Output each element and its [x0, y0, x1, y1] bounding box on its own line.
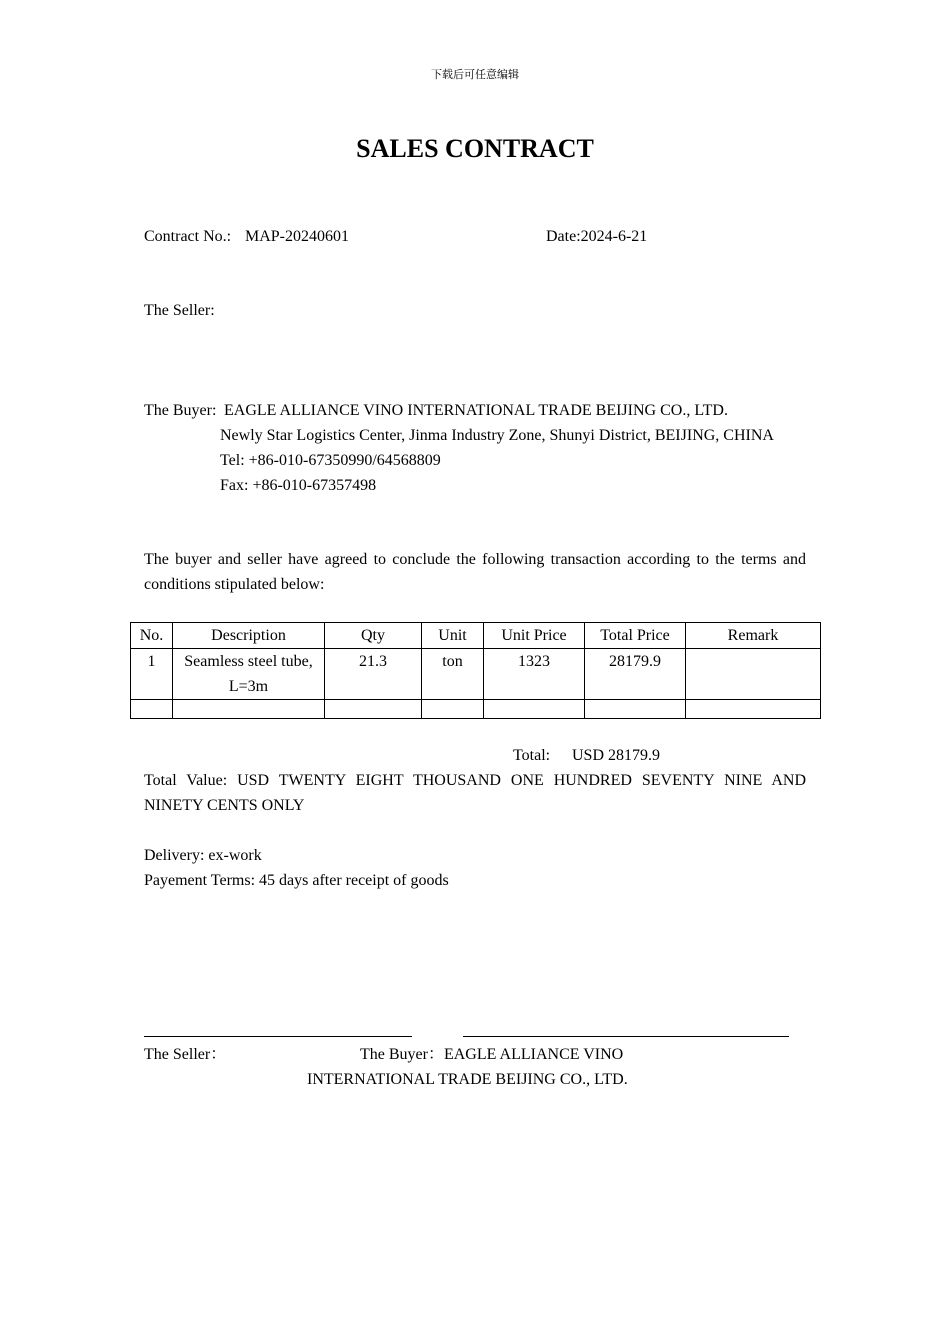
empty-cell — [484, 700, 585, 719]
delivery-terms: Delivery: ex-work — [144, 847, 262, 864]
header-total-price: Total Price — [585, 623, 686, 649]
header-qty: Qty — [325, 623, 422, 649]
header-description: Description — [173, 623, 325, 649]
cell-unit-price: 1323 — [484, 649, 585, 700]
seller-signature-line — [144, 1036, 412, 1037]
buyer-name: EAGLE ALLIANCE VINO INTERNATIONAL TRADE BEIJING CO., LTD. — [224, 402, 728, 419]
empty-cell — [686, 700, 821, 719]
cell-total-price: 28179.9 — [585, 649, 686, 700]
total-label: Total: — [513, 747, 551, 764]
contract-no-value: MAP-20240601 — [245, 228, 350, 245]
document-title: SALES CONTRACT — [356, 134, 594, 163]
header-remark: Remark — [686, 623, 821, 649]
buyer-signature-name-continued: INTERNATIONAL TRADE BEIJING CO., LTD. — [307, 1071, 628, 1088]
table-header-row — [131, 623, 821, 649]
buyer-signature-line — [463, 1036, 789, 1037]
buyer-address: Newly Star Logistics Center, Jinma Industry Zone, Shunyi District, BEIJING, CHINA — [220, 427, 774, 444]
empty-cell — [422, 700, 484, 719]
header-no: No. — [131, 623, 173, 649]
table-row — [131, 649, 821, 700]
agreement-text: The buyer and seller have agreed to conclude the following transaction according to the terms and conditions stipulated below: — [144, 551, 806, 593]
payment-terms: Payement Terms: 45 days after receipt of goods — [144, 872, 449, 889]
table-row-empty — [131, 700, 821, 719]
buyer-tel: Tel: +86-010-67350990/64568809 — [220, 452, 441, 469]
cell-unit: ton — [422, 649, 484, 700]
seller-signature-label: The Seller： — [144, 1046, 227, 1063]
contract-no-label: Contract No.: — [144, 228, 232, 245]
items-table — [130, 622, 821, 719]
header-unit-price: Unit Price — [484, 623, 585, 649]
cell-remark — [686, 649, 821, 700]
empty-cell — [585, 700, 686, 719]
buyer-signature-label: The Buyer：EAGLE ALLIANCE VINO — [360, 1046, 624, 1063]
total-value: USD 28179.9 — [572, 747, 661, 764]
empty-cell — [173, 700, 325, 719]
cell-no: 1 — [131, 649, 173, 700]
buyer-label: The Buyer: — [144, 402, 217, 419]
cell-qty: 21.3 — [325, 649, 422, 700]
cell-description: Seamless steel tube, L=3m — [173, 649, 325, 700]
contract-date: Date:2024-6-21 — [546, 228, 648, 245]
seller-label: The Seller: — [144, 302, 215, 319]
header-note: 下载后可任意编辑 — [431, 68, 519, 81]
header-unit: Unit — [422, 623, 484, 649]
buyer-fax: Fax: +86-010-67357498 — [220, 477, 377, 494]
total-value-words: Total Value: USD TWENTY EIGHT THOUSAND ONE HUNDRED SEVENTY NINE AND NINETY CENTS ONLY — [144, 772, 806, 814]
empty-cell — [131, 700, 173, 719]
empty-cell — [325, 700, 422, 719]
